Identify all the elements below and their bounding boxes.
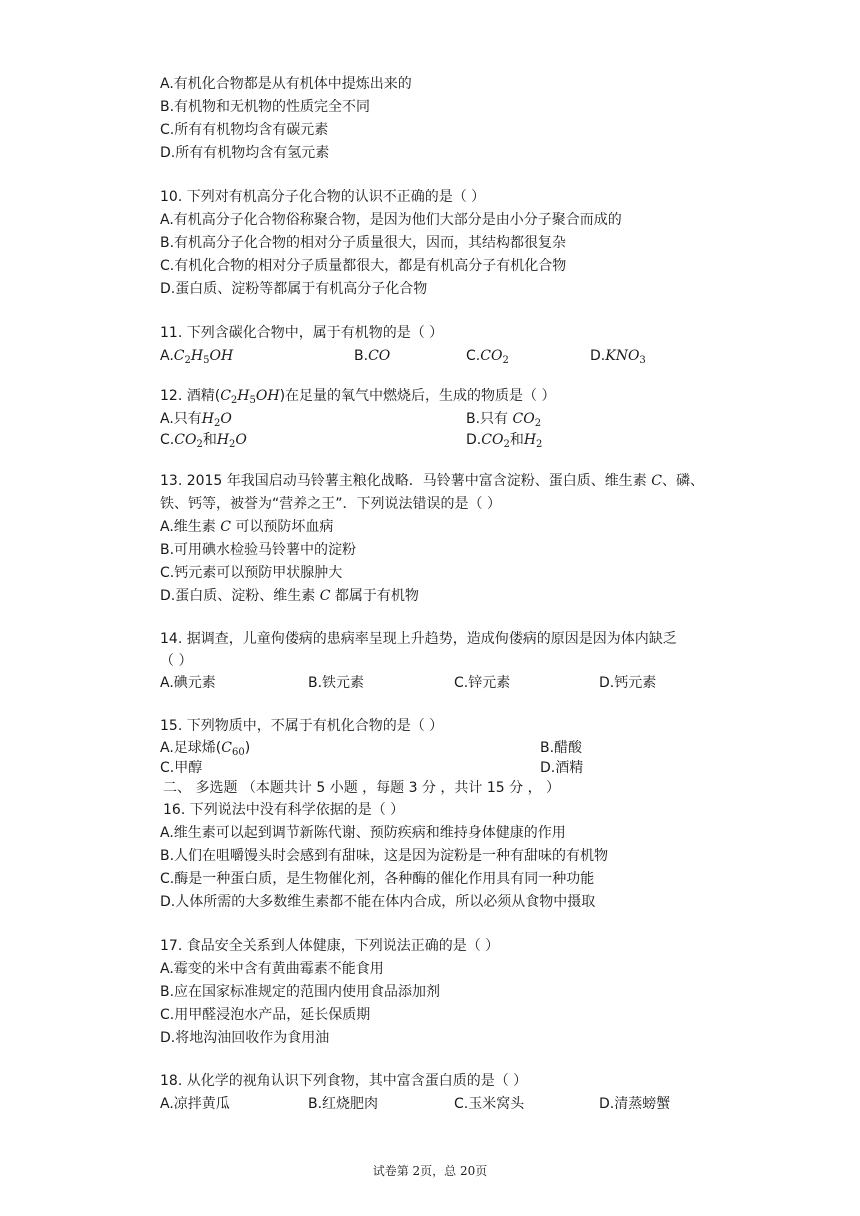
q18-option-c: C.玉米窝头: [454, 1096, 525, 1112]
formula-sub: 2: [230, 395, 238, 406]
q15-option-a-post: ): [244, 740, 251, 756]
formula-part: O: [235, 432, 247, 448]
formula-part: CO: [480, 348, 503, 364]
q16-option-a: A.维生素可以起到调节新陈代谢、预防疾病和维持身体健康的作用: [160, 825, 566, 841]
formula-sub: 2: [184, 355, 191, 366]
formula-part: H: [201, 411, 214, 427]
q14-option-b: B.铁元素: [308, 675, 365, 691]
formula-part: OH: [209, 348, 234, 364]
q14-option-c: C.锌元素: [454, 675, 511, 691]
formula-sub: 60: [231, 747, 245, 758]
q15-option-a-pre: A.足球烯(: [160, 740, 222, 756]
q12-option-b-formula: [513, 411, 542, 427]
q12-option-c: [160, 430, 247, 450]
formula-part: H: [523, 432, 537, 448]
q11-option-a-formula: [174, 348, 233, 364]
vitamin-c-symbol: C: [319, 588, 331, 604]
formula-part: O: [220, 411, 232, 427]
q13-option-a-post: 可以预防坏血病: [230, 519, 334, 535]
formula-co2: [481, 432, 510, 448]
q11-option-c-formula: [480, 348, 509, 364]
q17-option-b: B.应在国家标准规定的范围内使用食品添加剂: [160, 984, 441, 1000]
q13-option-d: [160, 586, 419, 606]
q17-option-a: A.霉变的米中含有黄曲霉素不能食用: [160, 961, 384, 977]
q18-option-b: B.红烧肥肉: [308, 1096, 379, 1112]
q11-option-b-formula: CO: [368, 348, 391, 364]
q13-option-d-pre: D.蛋白质、淀粉、维生素: [160, 588, 320, 604]
q9-option-d: D.所有有机物均含有氢元素: [160, 145, 330, 161]
formula-part: KNO: [605, 348, 640, 364]
q12-option-b: [466, 409, 541, 429]
q13-option-c: C.钙元素可以预防甲状腺肿大: [160, 565, 343, 581]
formula-part: OH: [255, 388, 280, 404]
conjunction: 和: [509, 432, 524, 448]
q13-stem-pre: 13. 2015 年我国启动马铃薯主粮化战略．马铃薯中富含淀粉、蛋白质、维生素: [160, 473, 652, 489]
vitamin-c-symbol: C: [651, 473, 662, 489]
formula-part: C: [221, 740, 232, 756]
q11-option-a-prefix: A.: [160, 348, 174, 364]
q16-stem: 16. 下列说法中没有科学依据的是（ ）: [163, 802, 405, 818]
q14-stem-line2: （ ）: [160, 653, 193, 669]
q9-option-a: A.有机化合物都是从有机体中提炼出来的: [160, 76, 412, 92]
q9-option-c: C.所有有机物均含有碳元素: [160, 122, 329, 138]
formula-sub: 2: [229, 439, 236, 450]
q13-option-d-post: 都属于有机物: [330, 588, 419, 604]
q11-stem: 11. 下列含碳化合物中，属于有机物的是（ ）: [160, 325, 444, 341]
formula-part: C: [173, 348, 185, 364]
q11-option-b-prefix: B.: [354, 348, 369, 364]
formula-part: CO: [481, 432, 504, 448]
formula-part: H: [237, 388, 250, 404]
q13-stem-line1: [160, 471, 704, 491]
q13-option-a-pre: A.维生素: [160, 519, 221, 535]
q13-option-b: B.可用碘水检验马铃薯中的淀粉: [160, 542, 357, 558]
page-footer: 试卷第 2页，总 20页: [372, 1164, 488, 1178]
q18-stem: 18. 从化学的视角认识下列食物，其中富含蛋白质的是（ ）: [160, 1073, 528, 1089]
q11-option-d-formula: [605, 348, 646, 364]
q14-option-d: D.钙元素: [599, 675, 657, 691]
formula-c60: [221, 740, 244, 756]
q12-stem-post: )在足量的氧气中燃烧后，生成的物质是（ ）: [279, 388, 556, 404]
formula-part: CO: [174, 432, 197, 448]
q16-option-c: C.酶是一种蛋白质，是生物催化剂，各种酶的催化作用具有同一种功能: [160, 871, 595, 887]
q11-option-b: [354, 346, 390, 366]
q18-option-a: A.凉拌黄瓜: [160, 1096, 230, 1112]
q12-option-d: [466, 430, 542, 450]
q15-option-b: B.醋酸: [540, 740, 583, 756]
formula-sub: 2: [214, 418, 221, 429]
q12-option-c-prefix: C.: [160, 432, 175, 448]
q12-option-d-prefix: D.: [466, 432, 482, 448]
section-heading-multiple-choice: 二、 多选题 （本题共计 5 小题 ，每题 3 分 ，共计 15 分 ， ）: [163, 780, 561, 796]
formula-part: H: [216, 432, 230, 448]
vitamin-c-symbol: C: [220, 519, 231, 535]
formula-sub: 3: [639, 355, 646, 366]
q14-option-a: A.碘元素: [160, 675, 216, 691]
formula-h2: [524, 432, 543, 448]
formula-sub: 2: [503, 439, 510, 450]
q13-stem-post: 、磷、: [661, 473, 704, 489]
q15-option-c: C.甲醇: [160, 760, 203, 776]
formula-sub: 5: [203, 355, 210, 366]
q16-option-d: D.人体所需的大多数维生素都不能在体内合成，所以必须从食物中摄取: [160, 894, 596, 910]
q11-option-d: [590, 346, 646, 366]
q18-option-d: D.清蒸螃蟹: [599, 1096, 671, 1112]
q12-stem-formula: [220, 388, 279, 404]
formula-part: CO: [512, 411, 535, 427]
q12-stem-pre: 12. 酒精(: [160, 388, 221, 404]
formula-sub: 2: [536, 439, 543, 450]
q11-option-c-prefix: C.: [466, 348, 481, 364]
formula-sub: 2: [196, 439, 203, 450]
q10-option-c: C.有机化合物的相对分子质量都很大，都是有机高分子有机化合物: [160, 258, 567, 274]
q12-option-a: [160, 409, 232, 429]
conjunction: 和: [202, 432, 217, 448]
q15-option-d: D.酒精: [540, 760, 584, 776]
q13-stem-line2: 铁、钙等，被誉为“营养之王”．下列说法错误的是（ ）: [160, 496, 501, 512]
formula-sub: 2: [502, 355, 509, 366]
formula-h2o: [217, 432, 247, 448]
q10-option-d: D.蛋白质、淀粉等都属于有机高分子化合物: [160, 281, 428, 297]
q15-option-a: [160, 738, 250, 758]
formula-co2: [174, 432, 203, 448]
formula-part: H: [190, 348, 204, 364]
q17-stem: 17. 食品安全关系到人体健康，下列说法正确的是（ ）: [160, 938, 500, 954]
q15-stem: 15. 下列物质中，不属于有机化合物的是（ ）: [160, 718, 444, 734]
q11-option-a: [160, 346, 233, 366]
q16-option-b: B.人们在咀嚼馒头时会感到有甜味，这是因为淀粉是一种有甜味的有机物: [160, 848, 609, 864]
q12-option-a-formula: [202, 411, 232, 427]
q10-option-b: B.有机高分子化合物的相对分子质量很大，因而，其结构都很复杂: [160, 235, 567, 251]
formula-sub: 5: [249, 395, 256, 406]
q9-option-b: B.有机物和无机物的性质完全不同: [160, 99, 371, 115]
formula-part: C: [220, 388, 231, 404]
q11-option-d-prefix: D.: [590, 348, 606, 364]
formula-sub: 2: [534, 418, 542, 429]
q17-option-d: D.将地沟油回收作为食用油: [160, 1030, 330, 1046]
q12-option-b-prefix: B.只有: [466, 411, 513, 427]
q10-option-a: A.有机高分子化合物俗称聚合物，是因为他们大部分是由小分子聚合而成的: [160, 212, 622, 228]
q12-option-a-prefix: A.只有: [160, 411, 202, 427]
q10-stem: 10. 下列对有机高分子化合物的认识不正确的是（ ）: [160, 189, 486, 205]
q14-stem-line1: 14. 据调查，儿童佝偻病的患病率呈现上升趋势，造成佝偻病的原因是因为体内缺乏: [160, 631, 677, 647]
q17-option-c: C.用甲醛浸泡水产品，延长保质期: [160, 1007, 371, 1023]
q13-option-a: [160, 517, 333, 537]
q11-option-c: [466, 346, 509, 366]
q12-stem: [160, 386, 555, 406]
